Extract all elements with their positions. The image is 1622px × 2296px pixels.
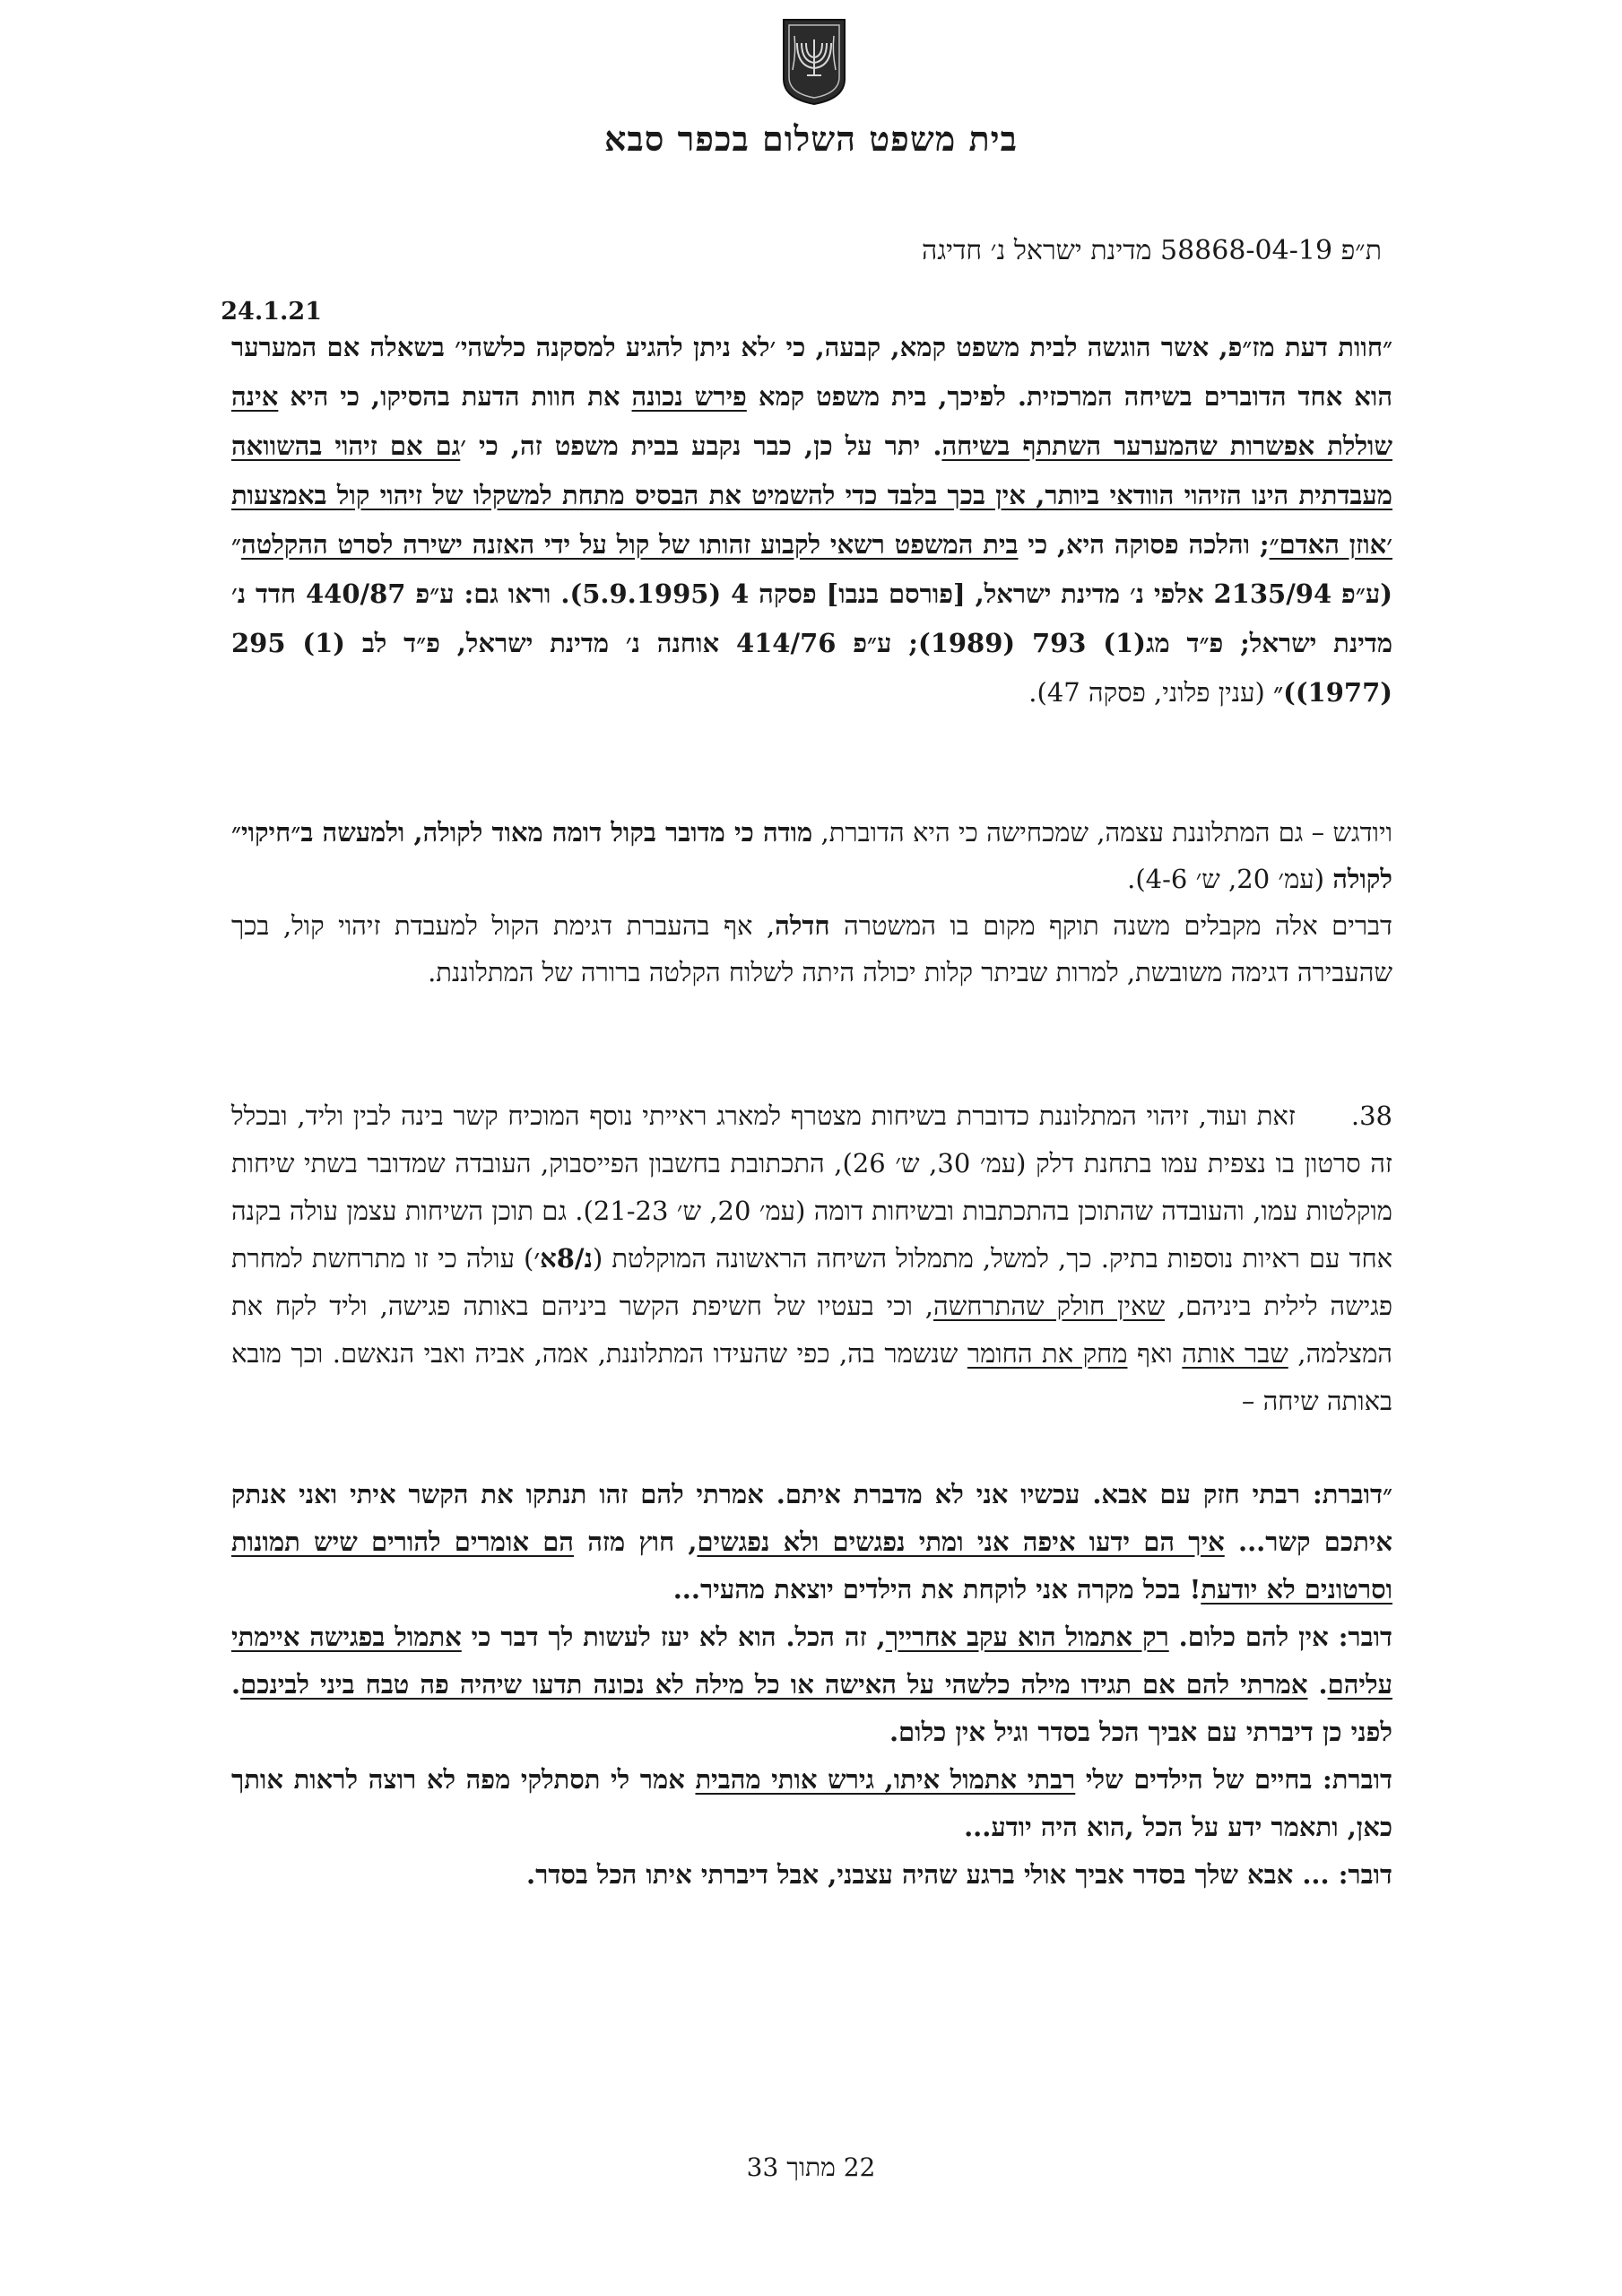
body-bold-text: חדלה (775, 910, 830, 941)
body-text: שנשמר בה, כפי שהעידו המתלוננת, אמה, אביה ואבי הנאשם. וכך מובא באותה שיחה – (231, 1338, 1392, 1416)
page-number: 22 מתוך 33 (746, 2152, 876, 2182)
quote-underlined-text: בית המשפט רשאי לקבוע זהותו של קול על ידי האזנה ישירה לסרט ההקלטה (241, 529, 1019, 560)
body-text: , וכי בעטיו של חשיפת הקשר ביניהם באותה פגישה, וליד לקח את המצלמה, (231, 1291, 1392, 1369)
body-text: זאת ועוד, זיהוי המתלוננת כדוברת בשיחות מצטרף למארג ראייתי נוסף המוכיח קשר בינה לבין וליד, ובכלל זה סרטון בו נצפית עמו בתחנת דלק (עמ׳ 30, ש׳ 26), התכתובת בחשבון הפייסבוק, העובדה שמדובר בשתי שיחות מוקלטות עמו, והעובדה שהתוכן בהתכתבות ובשיחות דומה (עמ׳ 20, ש׳ 21-23). גם תוכן השיחות עצמן עולה בקנה אחד עם ראיות נוספות בתיק. כך, למשל, מתמלול השיחה הראשונה המוקלטת ( (231, 1100, 1393, 1274)
body-underlined-text: שבר אותה (1182, 1338, 1288, 1369)
exhibit-reference: נ/8א׳ (533, 1243, 593, 1274)
quote-text: את חוות הדעת בהסיקו, כי היא (278, 381, 632, 412)
body-text: דברים אלה מקבלים משנה תוקף מקום בו המשטרה (829, 910, 1392, 941)
body-text: ואף (1127, 1338, 1183, 1369)
body-paragraph (231, 809, 1392, 996)
transcript-line: דוברת: בחיים של הילדים שלי רבתי אתמול איתו, גירש אותי מהבית אמר לי תסתלקי מפה לא רוצה לראות אותך כאן, ותאמר ידע על הכל ,הוא היה יודע... (231, 1764, 1393, 1842)
case-title: ת״פ 58868-04-19 מדינת ישראל נ׳ חדיגה (921, 235, 1382, 266)
quote-underlined-text: גם אם זיהוי בהשוואה מעבדתית הינו הזיהוי הוודאי ביותר, אין בכך בלבד כדי להשמיט את הבסיס מתחת למשקלו של זיהוי קול באמצעות ׳אוזן האדם״ (231, 430, 1392, 560)
transcript-line: ״דוברת: רבתי חזק עם אבא. עכשיו אני לא מדברת איתם. אמרתי להם זהו תנתקו את הקשר איתי ואני אנתק איתכם קשר... איך הם ידעו איפה אני ומתי נפגשים ולא נפגשים, חוץ מזה הם אומרים להורים שיש תמונות וסרטונים לא יודעת! בכל מקרה אני לוקחת את הילדים יוצאת מהעיר... (231, 1479, 1392, 1605)
paragraph-number: 38. (1350, 1100, 1392, 1131)
quote-underlined-text: פירש נכונה (631, 381, 747, 412)
transcript-quote (231, 1471, 1392, 1899)
body-text: ויודגש – גם המתלוננת עצמה, שמכחישה כי היא הדוברת, (812, 817, 1392, 848)
transcript-line: דובר: ... אבא שלך בסדר אביך אולי ברגע שהיה עצבני, אבל דיברתי איתו הכל בסדר. (526, 1859, 1392, 1890)
quote-underlined-text: אינה שוללת אפשרות שהמערער השתתף בשיחה (231, 381, 1392, 461)
quote-text: ; והלכה פסוקה היא, כי (1018, 529, 1270, 560)
body-underlined-text: שאין חולק שהתרחשה (933, 1291, 1166, 1321)
body-underlined-text: מחק את החומר (967, 1338, 1128, 1369)
body-text: , אף בהעברת דגימת הקול למעבדת זיהוי קול, בכך שהעבירה דגימה משובשת, למרות שביתר קלות יכולה היתה לשלוח הקלטה ברורה של המתלוננת. (231, 910, 1392, 987)
numbered-paragraph (231, 1092, 1392, 1425)
state-emblem-menorah-icon (780, 16, 848, 106)
transcript-line: דובר: אין להם כלום. רק אתמול הוא עקב אחרייך, זה הכל. הוא לא יעז לעשות לך דבר כי אתמול בפגישה איימתי עליהם. אמרתי להם אם תגידו מילה כלשהי על האישה או כל מילה לא נכונה תדעו שיהיה פה טבח ביני לבינכם. לפני כן דיברתי עם אביך הכל בסדר וגיל אין כלום. (231, 1622, 1392, 1747)
quote-text: . יתר על כן, כבר נקבע בבית משפט זה, כי ׳ (460, 430, 942, 461)
quote-citation: (ענין פלוני, פסקה 47). (1028, 677, 1274, 708)
quote-text: ״ (ע״פ 2135/94 אלפי נ׳ מדינת ישראל, [פורסם בנבו] פסקה 4 (5.9.1995). וראו גם: ע״פ 440/87 חדד נ׳ מדינת ישראל; פ״ד מג(1) 793 (1989); ע״פ 414/76 אוחנה נ׳ מדינת ישראל, פ״ד לב (1) 295 (1977))״ (231, 529, 1393, 708)
document-date: 24.1.21 (221, 298, 322, 326)
court-name: בית משפט השלום בכפר סבא (604, 118, 1018, 159)
body-text: (עמ׳ 20, ש׳ 4-6). (1127, 864, 1333, 894)
quoted-ruling-paragraph (231, 323, 1392, 718)
body-text: ) עולה כי זו מתרחשת למחרת פגישה לילית ביניהם, (231, 1243, 1393, 1321)
body-bold-text: מודה כי מדובר בקול דומה מאוד לקולה, ולמעשה ב״חיקוי״ לקולה (231, 817, 1392, 894)
quote-text: ״חוות דעת מז״פ, אשר הוגשה לבית משפט קמא, קבעה, כי ׳לא ניתן להגיע למסקנה כלשהי׳ בשאלה אם המערער הוא אחד הדוברים בשיחה המרכזית. לפיכך, בית משפט קמא (231, 332, 1393, 412)
